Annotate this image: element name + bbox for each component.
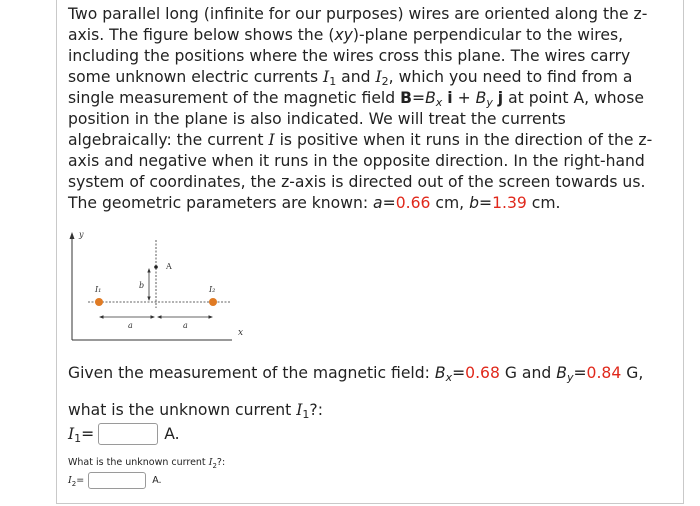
a-arrow-left-2 — [151, 315, 156, 318]
problem-line: axis. The figure below shows the (xy)-plane perpendicular to the wires, — [68, 26, 624, 44]
a-arrow-left-1 — [99, 315, 104, 318]
question-2-text: What is the unknown current $I_2$?: — [68, 457, 226, 470]
point-a-label: A — [166, 262, 172, 271]
wire-1 — [95, 298, 103, 306]
problem-statement — [68, 4, 678, 214]
b-label: b — [139, 281, 145, 290]
wire-2-label: I₂ — [209, 285, 216, 294]
a-label-right: a — [183, 321, 188, 330]
b-arrow-bottom — [147, 297, 150, 302]
wires-figure — [62, 226, 262, 346]
i1-answer-input[interactable] — [98, 423, 158, 445]
b-arrow-top — [147, 268, 150, 273]
y-axis-arrow — [70, 232, 75, 239]
problem-line: some unknown electric currents $I_1$ and $I_2$, which you need to find from a — [68, 68, 633, 88]
a-label-left: a — [128, 321, 133, 330]
i1-unit: A. — [164, 425, 180, 443]
y-axis-label: y — [79, 230, 84, 239]
measurement-text: Given the measurement of the magnetic field: $B_x=0.68$ G and $B_y=0.84$ G, — [68, 364, 644, 384]
problem-line: The geometric parameters are known: a=0.66 cm, b=1.39 cm. — [68, 194, 561, 212]
a-value: 0.66 — [395, 194, 431, 212]
a-arrow-right-1 — [157, 315, 162, 318]
question-1-text: what is the unknown current $I_1$?: — [68, 401, 323, 421]
i2-symbol: $I_2=$ — [68, 474, 85, 488]
i1-symbol: $I_1=$ — [68, 425, 95, 445]
wire-1-label: I₁ — [95, 285, 102, 294]
answer-row-2 — [68, 472, 162, 488]
problem-line: Two parallel long (infinite for our purposes) wires are oriented along the z- — [68, 5, 648, 23]
point-a — [154, 265, 158, 269]
problem-line: system of coordinates, the z-axis is directed out of the screen towards us. — [68, 173, 646, 191]
b-value: 1.39 — [492, 194, 527, 212]
i2-unit: A. — [152, 474, 162, 486]
problem-line: position in the plane is also indicated. We will treat the currents — [68, 110, 566, 128]
x-axis-label: x — [238, 328, 244, 338]
problem-line: algebraically: the current I is positive when it runs in the direction of the z- — [68, 131, 653, 149]
a-arrow-right-2 — [209, 315, 214, 318]
bx-value: 0.68 — [465, 364, 500, 382]
by-value: 0.84 — [586, 364, 622, 382]
answer-row-1 — [68, 423, 180, 445]
i2-answer-input[interactable] — [88, 472, 146, 489]
problem-line: including the positions where the wires cross this plane. The wires carry — [68, 47, 631, 65]
problem-line: single measurement of the magnetic field $B=B_x$ $i + B_y$ j at point A, whose — [68, 89, 644, 109]
wire-2 — [209, 298, 217, 306]
problem-line: axis and negative when it runs in the opposite direction. In the right-hand — [68, 152, 645, 170]
